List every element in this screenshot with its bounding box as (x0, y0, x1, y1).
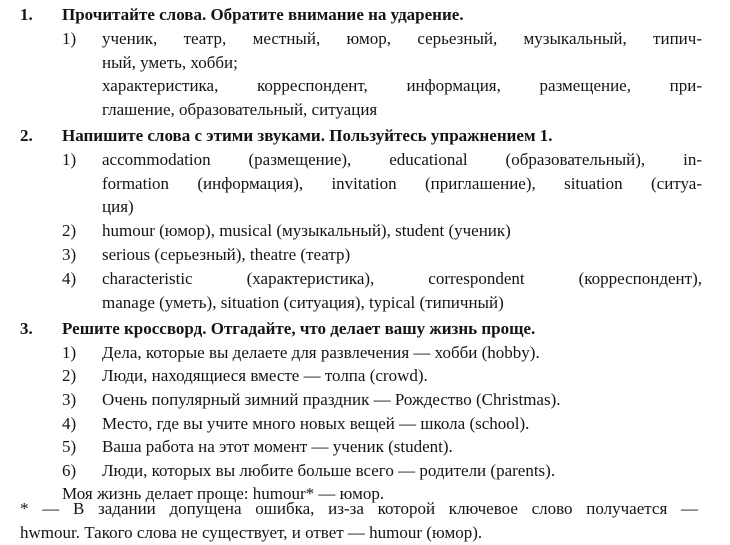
item-number: 1) (62, 343, 77, 362)
item-line: Очень популярный зимний праздник — Рождество (Christmas). (102, 390, 561, 409)
task-2-item-4 (62, 267, 702, 314)
item-line: manage (уметь), situation (ситуация), typical (типичный) (102, 292, 504, 312)
item-line: ученик, театр, местный, юмор, серьезный, музыкальный, типич- (102, 29, 702, 48)
task-title: Решите кроссворд. Отгадайте, что делает вашу жизнь проще. (62, 319, 536, 338)
item-line: serious (серьезный), theatre (театр) (102, 245, 351, 264)
item-line: характеристика, корреспондент, информация, размещение, при- (102, 76, 702, 95)
item-line: Люди, которых вы любите больше всего — родители (parents). (102, 461, 556, 480)
item-line: Ваша работа на этот момент — ученик (student). (102, 437, 453, 456)
item-line: Дела, которые вы делаете для развлечения — хобби (hobby). (102, 343, 540, 362)
item-number: 3) (62, 245, 77, 264)
item-number: 4) (62, 269, 77, 288)
item-number: 3) (62, 390, 77, 409)
task-3-answer: Моя жизнь делает проще: humour* — юмор. (62, 484, 385, 503)
task-title: Напишите слова с этими звуками. Пользуйтесь упражнением 1. (62, 126, 553, 145)
task-3-item-1 (62, 341, 702, 365)
task-title: Прочитайте слова. Обратите внимание на ударение. (62, 5, 464, 24)
item-line: Место, где вы учите много новых вещей — школа (school). (102, 414, 530, 433)
task-2-item-3 (62, 243, 702, 267)
footnote (20, 497, 698, 544)
item-number: 1) (62, 150, 77, 169)
task-number: 1. (20, 5, 33, 24)
item-line: глашение, образовательный, ситуация (102, 99, 378, 119)
item-line: accommodation (размещение), educational (образовательный), in- (102, 150, 702, 169)
item-line: characteristic (характеристика), correspondent (корреспондент), (102, 269, 702, 288)
item-line: Люди, находящиеся вместе — толпа (crowd). (102, 366, 428, 385)
task-3-item-2 (62, 364, 702, 388)
task-number: 2. (20, 126, 33, 145)
task-number: 3. (20, 319, 33, 338)
item-line: ный, уметь, хобби; (102, 52, 238, 72)
item-number: 6) (62, 461, 77, 480)
task-3-item-4 (62, 412, 702, 436)
footnote-line: hwmour. Такого слова не существует, и ответ — humour (юмор). (20, 522, 483, 542)
item-number: 4) (62, 414, 77, 433)
item-number: 1) (62, 29, 77, 48)
item-number: 2) (62, 221, 77, 240)
item-line: humour (юмор), musical (музыкальный), student (ученик) (102, 221, 511, 240)
task-1-item-1 (62, 27, 702, 74)
task-1-continuation (102, 74, 702, 121)
task-3-item-3 (62, 388, 702, 412)
task-2-item-2 (62, 219, 702, 243)
task-3-item-5 (62, 435, 702, 459)
task-2-item-1 (62, 148, 702, 219)
item-line: formation (информация), invitation (приглашение), situation (ситуа- (102, 173, 702, 193)
footnote-line: * — В задании допущена ошибка, из-за которой ключевое слово получается — (20, 499, 698, 518)
task-3-item-6 (62, 459, 702, 483)
item-number: 5) (62, 437, 77, 456)
item-number: 2) (62, 366, 77, 385)
item-line: ция) (102, 197, 134, 217)
